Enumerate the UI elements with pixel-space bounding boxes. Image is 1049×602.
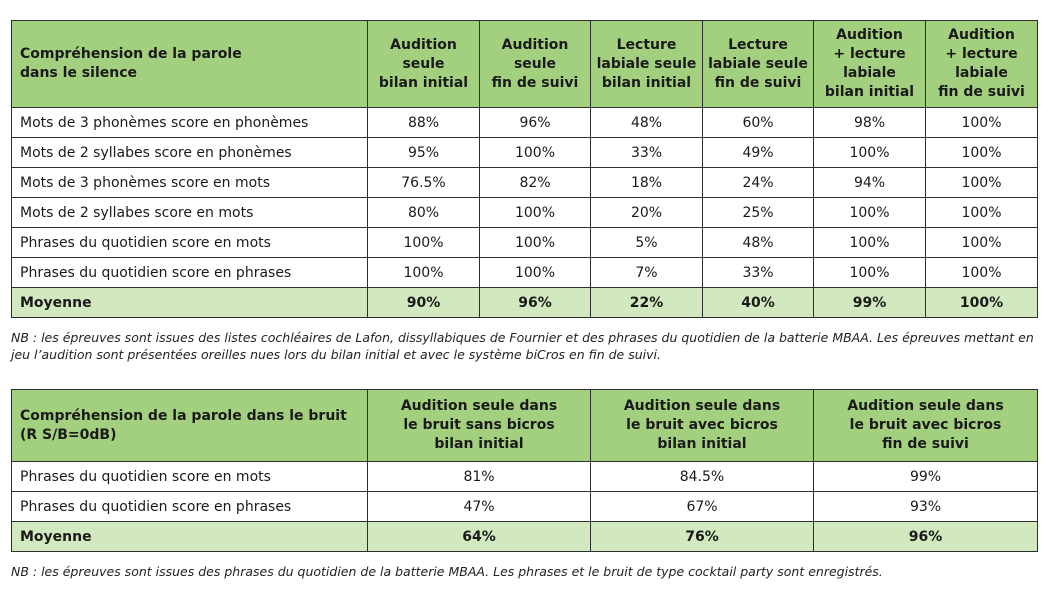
row-label: Mots de 2 syllabes score en phonèmes [12,138,368,168]
table-cell: 81% [368,462,591,492]
table-cell: 100% [814,228,926,258]
average-row [12,288,1038,318]
table-cell: 100% [814,198,926,228]
table-cell: 33% [703,258,814,288]
table-row [12,108,1038,138]
table-cell: 96% [814,522,1038,552]
table-row [12,258,1038,288]
table-cell: 99% [814,288,926,318]
table-cell: 94% [814,168,926,198]
table-cell: 49% [703,138,814,168]
table-cell: 100% [368,228,480,258]
table-cell: 33% [591,138,703,168]
table-cell: 100% [368,258,480,288]
row-label: Phrases du quotidien score en mots [12,228,368,258]
table-row [12,168,1038,198]
table-cell: 99% [814,462,1038,492]
row-label: Phrases du quotidien score en mots [12,462,368,492]
average-row [12,522,1038,552]
table-cell: 25% [703,198,814,228]
table-cell: 5% [591,228,703,258]
row-label: Moyenne [12,522,368,552]
table-cell: 67% [591,492,814,522]
table-cell: 96% [480,288,591,318]
table-cell: 60% [703,108,814,138]
table-cell: 100% [480,138,591,168]
table-cell: 100% [926,108,1038,138]
table-cell: 24% [703,168,814,198]
table-row [12,228,1038,258]
table-row [12,492,1038,522]
table-cell: 18% [591,168,703,198]
table-row [12,462,1038,492]
table-cell: 95% [368,138,480,168]
table-cell: 48% [703,228,814,258]
table-cell: 76% [591,522,814,552]
table-cell: 93% [814,492,1038,522]
row-label: Mots de 3 phonèmes score en mots [12,168,368,198]
table-note: NB : les épreuves sont issues des phrases du quotidien de la batterie MBAA. Les phrases et le bruit de type cocktail party sont enregistrés. [11,564,883,579]
column-header: Audition seule dans le bruit sans bicros bilan initial [368,390,591,462]
table-cell: 80% [368,198,480,228]
row-label: Phrases du quotidien score en phrases [12,258,368,288]
column-header: Lecture labiale seule bilan initial [591,21,703,108]
column-header: Audition seule dans le bruit avec bicros bilan initial [591,390,814,462]
table-cell: 100% [926,168,1038,198]
table-cell: 84.5% [591,462,814,492]
table-cell: 76.5% [368,168,480,198]
row-label: Phrases du quotidien score en phrases [12,492,368,522]
row-label: Mots de 3 phonèmes score en phonèmes [12,108,368,138]
table-note: NB : les épreuves sont issues des listes cochléaires de Lafon, dissyllabiques de Fournier et des phrases du quotidien de la batterie MBAA. Les épreuves mettant en jeu l’audition sont présentées oreilles nues lors du bilan initial et avec le système biCros en fin de suivi. [11,330,1034,362]
table-header-row [12,21,1038,108]
column-header: Audition seule dans le bruit avec bicros fin de suivi [814,390,1038,462]
table-cell: 22% [591,288,703,318]
table-cell: 96% [480,108,591,138]
table-cell: 100% [926,228,1038,258]
table-cell: 40% [703,288,814,318]
table-cell: 100% [480,258,591,288]
column-header: Audition seule bilan initial [368,21,480,108]
table-cell: 100% [926,288,1038,318]
table-cell: 100% [814,138,926,168]
table-cell: 90% [368,288,480,318]
table-cell: 100% [926,198,1038,228]
table-header-row [12,390,1038,462]
table-cell: 20% [591,198,703,228]
table-row [12,198,1038,228]
column-header: Audition + lecture labiale bilan initial [814,21,926,108]
table-cell: 100% [926,138,1038,168]
table-cell: 47% [368,492,591,522]
row-label: Mots de 2 syllabes score en mots [12,198,368,228]
table-cell: 7% [591,258,703,288]
table-cell: 100% [814,258,926,288]
row-label: Moyenne [12,288,368,318]
column-header: Audition seule fin de suivi [480,21,591,108]
column-header: Compréhension de la parole dans le silence [12,21,368,108]
column-header: Compréhension de la parole dans le bruit (R S/B=0dB) [12,390,368,462]
table-cell: 64% [368,522,591,552]
table-cell: 88% [368,108,480,138]
table-cell: 100% [926,258,1038,288]
column-header: Audition + lecture labiale fin de suivi [926,21,1038,108]
noise-comprehension-table [11,389,1038,552]
table-cell: 98% [814,108,926,138]
column-header: Lecture labiale seule fin de suivi [703,21,814,108]
table-row [12,138,1038,168]
table-cell: 82% [480,168,591,198]
table-cell: 48% [591,108,703,138]
table-cell: 100% [480,198,591,228]
silence-comprehension-table [11,20,1038,318]
table-cell: 100% [480,228,591,258]
